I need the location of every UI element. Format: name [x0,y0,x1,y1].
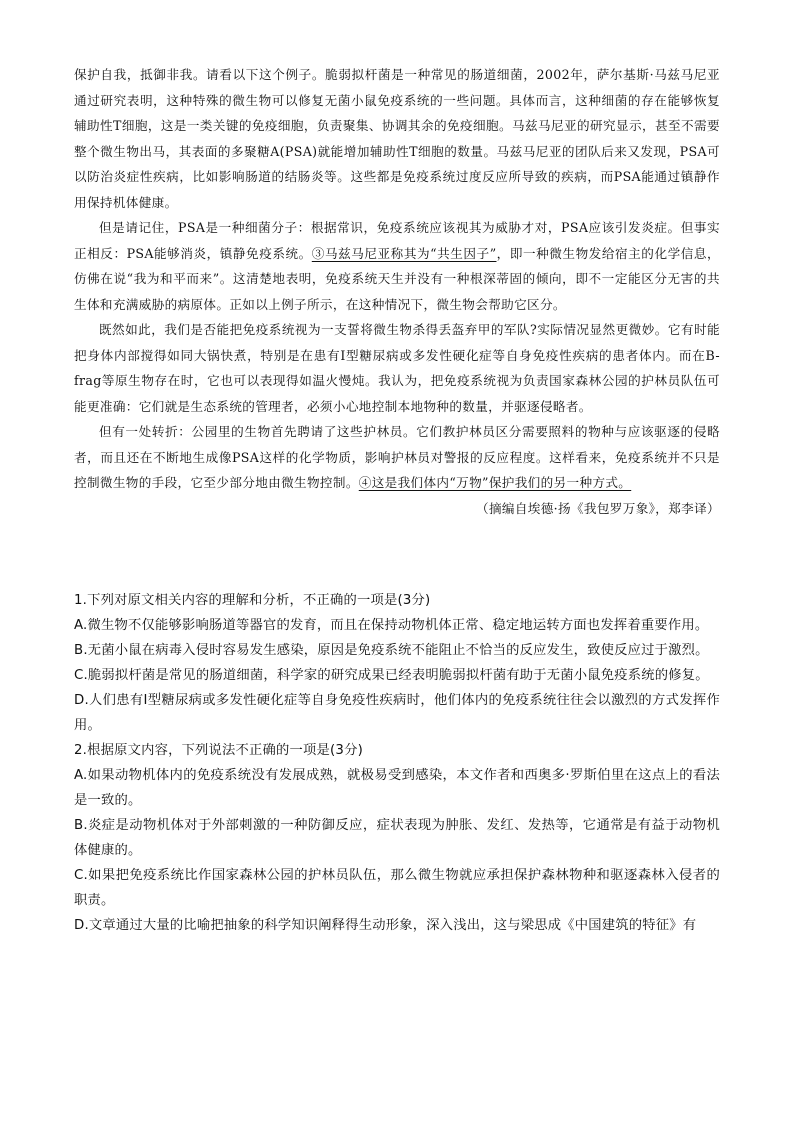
underlined-sentence-3: ③马兹马尼亚称其为“共生因子” [311,245,497,261]
passage-paragraph-1: 保护自我，抵御非我。请看以下这个例子。脆弱拟杆菌是一种常见的肠道细菌，2002年，萨尔基斯·马兹马尼亚通过研究表明，这种特殊的微生物可以修复无菌小鼠免疫系统的一些问题。具体而言，这种细菌的存在能够恢复辅助性T细胞，这是一类关键的免疫细胞，负责聚集、协调其余的免疫细胞。马兹马尼亚的研究显示，甚至不需要整个微生物出马，其表面的多聚糖A(PSA)就能增加辅助性T细胞的数量。马兹马尼亚的团队后来又发现，PSA可以防治炎症性疾病，比如影响肠道的结肠炎等。这些都是免疫系统过度反应所导致的疾病，而PSA能通过镇静作用保持机体健康。 [74,67,720,210]
passage-paragraph-3: 既然如此，我们是否能把免疫系统视为一支誓将微生物杀得丢盔弃甲的军队?实际情况显然更微妙。它有时能把身体内部搅得如同大锅快煮，特别是在患有Ⅰ型糖尿病或多发性硬化症等自身免疫性疾病的患者体内。而在B-frag等原生物存在时，它也可以表现得如温火慢炖。我认为，把免疫系统视为负责国家森林公园的护林员队伍可能更准确：它们就是生态系统的管理者，必须小心地控制本地物种的数量，并驱逐侵略者。 [74,322,720,414]
question-2-option-d: D.文章通过大量的比喻把抽象的科学知识阐释得生动形象，深入浅出，这与梁思成《中国建筑的特征》有 [74,918,697,933]
passage-paragraph-2-text-c: ，即一种微生物发给宿主的化学信息，仿佛在说“我为和平而来”。这清楚地表明，免疫系统天生并没有一种根深蒂固的倾向，即不一定能区分无害的共生体和充满威胁的病原体。正如以上例子所示，在这种情况下，微生物会帮助它区分。 [74,245,720,312]
passage-paragraph-4-text-a: 但有一处转折：公园里的生物首先聘请了这些护林员。它们教护林员区分需要照料的物种与应该驱逐的侵略者，而且还在不断地生成像PSA这样的化学物质，影响护林员对警报的反应程度。这样看来，免疫系统并不只是控制微生物的手段，它至少部分地由微生物控制。 [74,424,720,490]
question-2-option-a: A.如果动物机体内的免疫系统没有发展成熟，就极易受到感染，本文作者和西奥多·罗斯伯里在这点上的看法是一致的。 [74,768,720,808]
question-1-option-d: D.人们患有Ⅰ型糖尿病或多发性硬化症等自身免疫性疾病时，他们体内的免疫系统往往会以激烈的方式发挥作用。 [74,693,720,733]
question-2-stem: 2.根据原文内容，下列说法不正确的一项是(3分) [74,743,363,758]
passage-paragraph-2-text-a: 但是请记住，PSA是一种细菌分子：根据常识，免疫系统应该视其为威胁才对，PSA应该引发炎症。但事实正相反：PSA能够消炎，镇静免疫系统。 [74,220,720,261]
underlined-sentence-4: ④这是我们体内“万物”保护我们的另一种方式。 [358,475,632,490]
question-2-option-b: B.炎症是动物机体对于外部刺激的一种防御反应，症状表现为肿胀、发红、发热等，它通常是有益于动物机体健康的。 [74,818,720,858]
reading-passage [74,62,720,521]
question-1-option-b: B.无菌小鼠在病毒入侵时容易发生感染，原因是免疫系统不能阻止不恰当的反应发生，致使反应过于激烈。 [74,643,709,658]
question-1-option-c: C.脆弱拟杆菌是常见的肠道细菌，科学家的研究成果已经表明脆弱拟杆菌有助于无菌小鼠免疫系统的修复。 [74,668,709,683]
question-2-option-c: C.如果把免疫系统比作国家森林公园的护林员队伍，那么微生物就应承担保护森林物种和驱逐森林入侵者的职责。 [74,868,720,908]
question-1-option-a: A.微生物不仅能够影响肠道等器官的发育，而且在保持动物机体正常、稳定地运转方面也发挥着重要作用。 [74,618,709,633]
question-section [74,588,720,938]
passage-paragraph-4 [74,419,720,496]
passage-paragraph-2 [74,215,720,317]
question-1-stem: 1.下列对原文相关内容的理解和分析，不正确的一项是(3分) [74,593,431,608]
source-citation: （摘编自埃德·扬《我包罗万象》，郑李译） [476,500,720,516]
